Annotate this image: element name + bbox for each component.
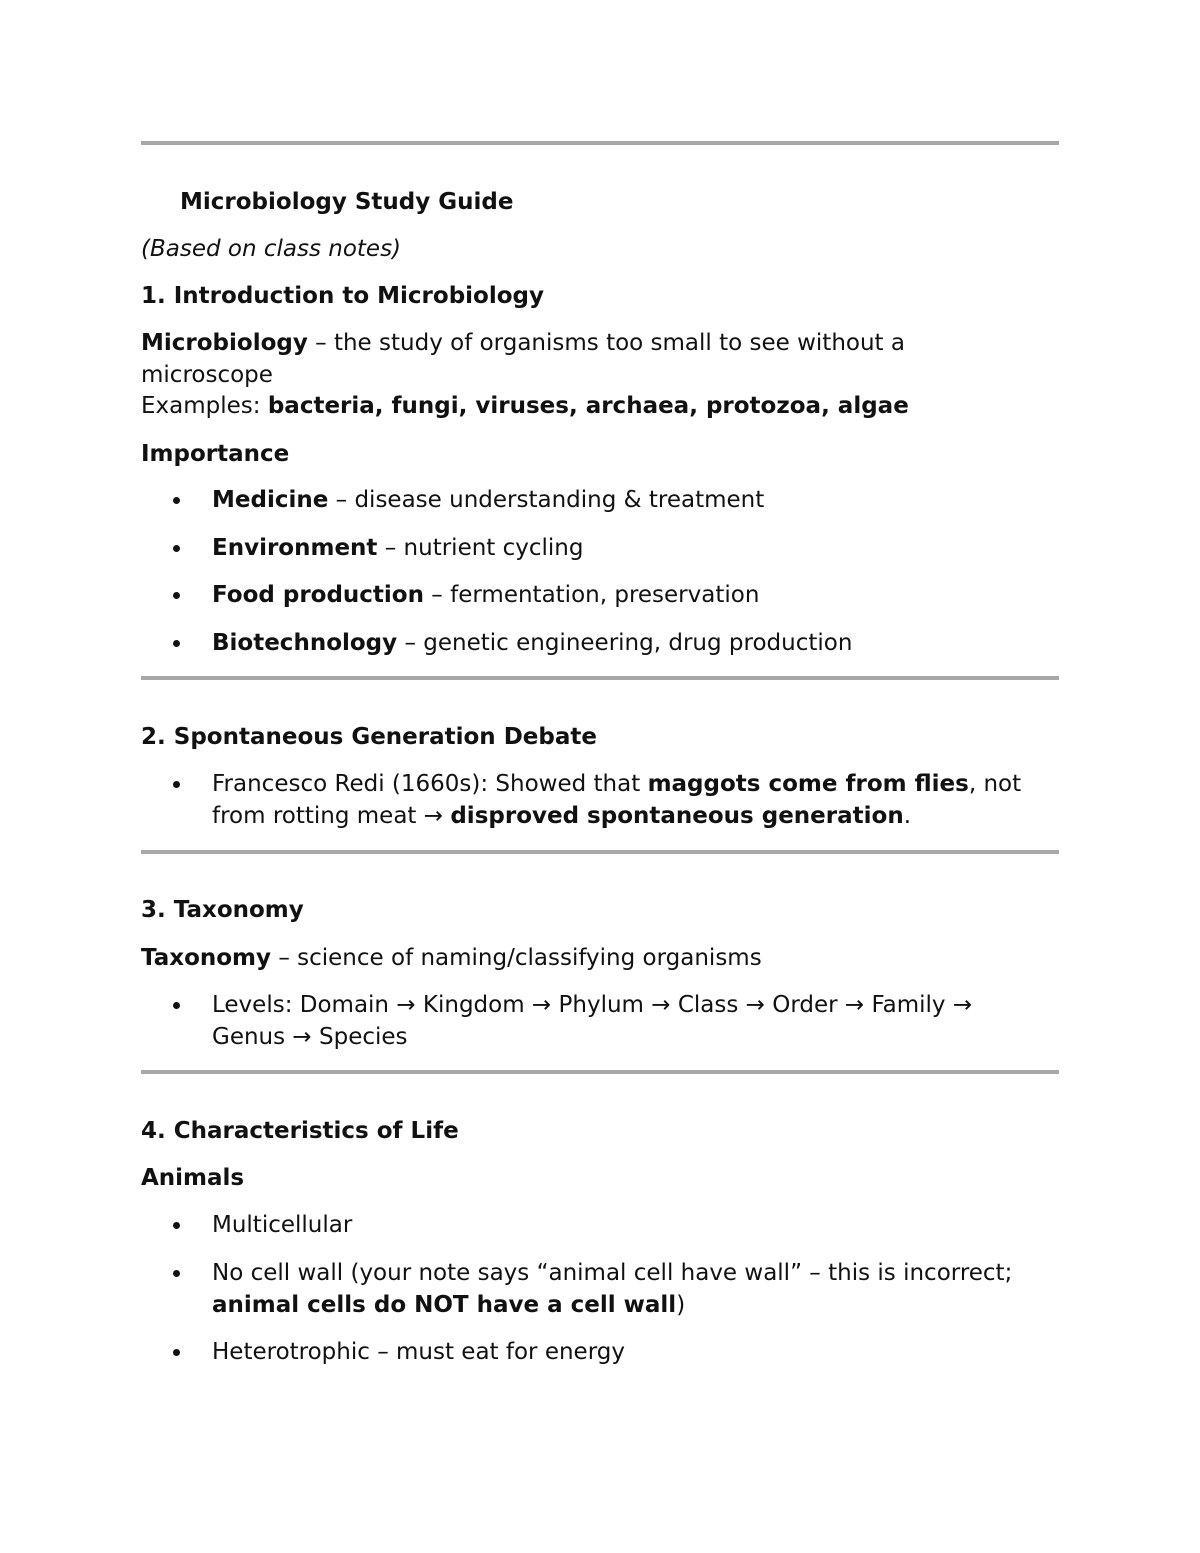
bullet-icon [173,1349,180,1356]
redi-text: Francesco Redi (1660s): Showed that [212,771,648,797]
list-item-term: Medicine [212,487,329,513]
horizontal-rule [141,141,1059,145]
examples-list: bacteria, fungi, viruses, archaea, protozoa, algae [267,393,909,419]
list-item-desc: – disease understanding & treatment [328,487,765,513]
redi-conclusion: disproved spontaneous generation [450,803,904,829]
examples-label: Examples: [141,393,268,419]
redi-finding: maggots come from flies [647,771,969,797]
list-item-continuation [212,800,911,832]
section-heading-taxonomy: 3. Taxonomy [141,897,304,923]
definition-text: – the study of organisms too small to see without a [307,330,905,356]
section-heading-intro: 1. Introduction to Microbiology [141,283,544,309]
horizontal-rule [141,850,1059,854]
bullet-icon [173,497,180,504]
definition-continuation: microscope [141,362,273,388]
document-title: Microbiology Study Guide [180,189,514,215]
list-item-text [212,532,583,564]
list-item-text [212,579,759,611]
bullet-icon [173,781,180,788]
examples-line [141,390,909,422]
microbiology-definition [141,327,905,359]
definition-text: – science of naming/classifying organisms [271,945,762,971]
list-item-text: Levels: Domain → Kingdom → Phylum → Class → Order → Family → [212,992,973,1018]
list-item-term: Environment [212,535,378,561]
list-item-text: No cell wall (your note says “animal cell have wall” – this is incorrect; [212,1260,1013,1286]
list-item-text: Heterotrophic – must eat for energy [212,1339,625,1365]
list-item-term: Biotechnology [212,630,398,656]
list-item-continuation: Genus → Species [212,1024,408,1050]
closing-paren: ) [676,1292,686,1318]
importance-heading: Importance [141,441,290,467]
redi-text-end: , not [968,771,1022,797]
bullet-icon [173,640,180,647]
animals-heading: Animals [141,1165,245,1191]
taxonomy-definition [141,942,762,974]
document-subtitle: (Based on class notes) [141,236,402,262]
definition-term: Taxonomy [141,945,272,971]
list-item-term: Food production [212,582,424,608]
section-heading-spontaneous: 2. Spontaneous Generation Debate [141,724,597,750]
section-heading-life: 4. Characteristics of Life [141,1118,459,1144]
redi-period: . [903,803,912,829]
bullet-icon [173,1002,180,1009]
list-item-desc: – nutrient cycling [377,535,584,561]
bullet-icon [173,592,180,599]
redi-text: from rotting meat → [212,803,451,829]
horizontal-rule [141,1070,1059,1074]
definition-term: Microbiology [141,330,308,356]
list-item-desc: – fermentation, preservation [424,582,760,608]
list-item-continuation [212,1289,685,1321]
bullet-icon [173,545,180,552]
list-item-desc: – genetic engineering, drug production [397,630,853,656]
list-item-text [212,768,1021,800]
bullet-icon [173,1222,180,1229]
correction-text: animal cells do NOT have a cell wall [212,1292,677,1318]
list-item-text [212,484,764,516]
horizontal-rule [141,676,1059,680]
bullet-icon [173,1270,180,1277]
list-item-text [212,627,852,659]
list-item-text: Multicellular [212,1212,353,1238]
